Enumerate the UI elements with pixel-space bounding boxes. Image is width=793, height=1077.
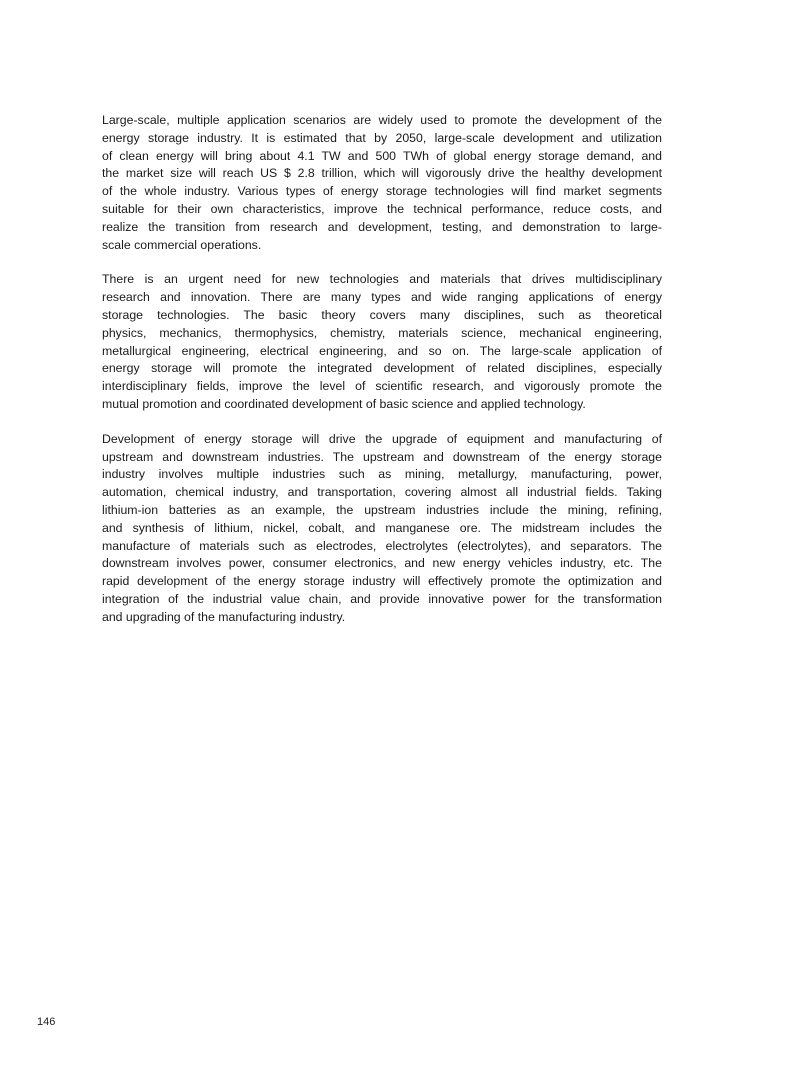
text-line: interdisciplinary fields, improve the level of scientific research, and vigorously promote the (102, 379, 662, 394)
text-line: and upgrading of the manufacturing industry. (102, 609, 346, 624)
text-line: integration of the industrial value chain, and provide innovative power for the transformation (102, 591, 662, 606)
text-line: the market size will reach US $ 2.8 trillion, which will vigorously drive the healthy development (102, 166, 662, 181)
text-line: automation, chemical industry, and transportation, covering almost all industrial fields. Taking (102, 485, 662, 500)
text-line: research and innovation. There are many types and wide ranging applications of energy (102, 290, 662, 305)
text-line: suitable for their own characteristics, improve the technical performance, reduce costs, and (102, 201, 662, 216)
text-line: industry involves multiple industries such as mining, metallurgy, manufacturing, power, (102, 467, 662, 482)
paragraph (102, 431, 662, 627)
text-line: of the whole industry. Various types of energy storage technologies will find market segments (102, 184, 662, 199)
page-number: 146 (37, 1016, 56, 1028)
text-line: mutual promotion and coordinated development of basic science and applied technology. (102, 396, 586, 411)
text-line: of clean energy will bring about 4.1 TW and 500 TWh of global energy storage demand, and (102, 148, 662, 163)
text-line: Development of energy storage will drive the upgrade of equipment and manufacturing of (102, 431, 662, 446)
body-text (102, 112, 662, 644)
text-line: There is an urgent need for new technologies and materials that drives multidisciplinary (102, 272, 662, 287)
text-line: energy storage industry. It is estimated that by 2050, large-scale development and utilization (102, 130, 662, 145)
text-line: upstream and downstream industries. The upstream and downstream of the energy storage (102, 449, 662, 464)
text-line: rapid development of the energy storage industry will effectively promote the optimization and (102, 574, 662, 589)
text-line: lithium-ion batteries as an example, the upstream industries include the mining, refining, (102, 502, 662, 517)
text-line: manufacture of materials such as electrodes, electrolytes (electrolytes), and separators. The (102, 538, 662, 553)
text-line: energy storage will promote the integrated development of related disciplines, especially (102, 361, 662, 376)
text-line: and synthesis of lithium, nickel, cobalt, and manganese ore. The midstream includes the (102, 520, 662, 535)
paragraph (102, 271, 662, 413)
text-line: realize the transition from research and development, testing, and demonstration to large- (102, 219, 662, 234)
text-line: storage technologies. The basic theory covers many disciplines, such as theoretical (102, 307, 662, 322)
text-line: scale commercial operations. (102, 237, 262, 252)
text-line: physics, mechanics, thermophysics, chemistry, materials science, mechanical engineering, (102, 325, 662, 340)
text-line: downstream involves power, consumer electronics, and new energy vehicles industry, etc. The (102, 556, 662, 571)
paragraph (102, 112, 662, 254)
text-line: Large-scale, multiple application scenarios are widely used to promote the development of the (102, 113, 662, 127)
text-line: metallurgical engineering, electrical engineering, and so on. The large-scale application of (102, 343, 662, 358)
